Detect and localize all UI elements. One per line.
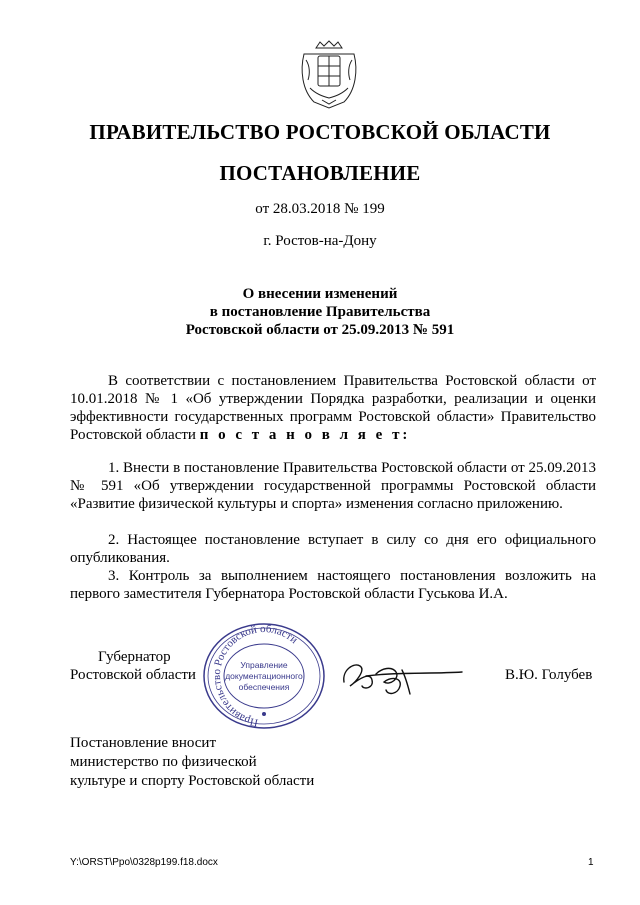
decree-word: п о с т а н о в л я е т: <box>199 427 411 443</box>
preamble-paragraph <box>70 372 596 444</box>
coat-of-arms-icon <box>296 40 362 110</box>
item-text: 3. Контроль за выполнением настоящего постановления возложить на первого заместителя Губернатора Ростовской области Гуськова И.А. <box>70 568 596 602</box>
page-number: 1 <box>588 857 594 868</box>
submitter-line: культуре и спорту Ростовской области <box>70 773 315 789</box>
subject-line: Ростовской области от 25.09.2013 № 591 <box>185 322 455 338</box>
item-paragraph <box>70 567 596 603</box>
item-paragraph <box>70 459 596 513</box>
government-title: ПРАВИТЕЛЬСТВО РОСТОВСКОЙ ОБЛАСТИ <box>89 120 551 144</box>
subject-line: О внесении изменений <box>242 286 398 302</box>
stamp-ring-text: Правительство Ростовской области <box>210 622 300 729</box>
preamble-text: В соответствии с постановлением Правительства Ростовской области от 10.01.2018 № 1 «Об утверждении Порядка разработки, реализации и оценки эффективности государственных программ Ростовской области» Правительство Ростовской области <box>70 373 596 443</box>
signatory-name: В.Ю. Голубев <box>505 667 593 683</box>
submitter-block <box>70 734 314 791</box>
signatory-position: Губернатор <box>98 649 171 665</box>
handwritten-signature <box>336 652 466 700</box>
stamp-inner-text: Управление <box>240 660 288 670</box>
official-stamp <box>198 618 330 730</box>
file-path: Y:\ORST\Ppo\0328p199.f18.docx <box>70 857 218 868</box>
item-paragraph <box>70 531 596 567</box>
signatory-position: Ростовской области <box>70 667 196 683</box>
item-text: 1. Внести в постановление Правительства Ростовской области от 25.09.2013 № 591 «Об утверждении государственной программы Ростовской области «Развитие физической культуры и спорта» изменения согласно приложению. <box>70 460 596 512</box>
date-number: от 28.03.2018 № 199 <box>255 201 385 217</box>
document-type: ПОСТАНОВЛЕНИЕ <box>219 161 421 185</box>
city: г. Ростов-на-Дону <box>263 233 377 249</box>
stamp-inner-text: документационного <box>225 671 303 681</box>
submitter-line: Постановление вносит <box>70 735 217 751</box>
subject-heading <box>0 285 640 339</box>
subject-line: в постановление Правительства <box>209 304 431 320</box>
item-text: 2. Настоящее постановление вступает в силу со дня его официального опубликования. <box>70 532 596 566</box>
submitter-line: министерство по физической <box>70 754 257 770</box>
stamp-inner-text: обеспечения <box>238 682 290 692</box>
